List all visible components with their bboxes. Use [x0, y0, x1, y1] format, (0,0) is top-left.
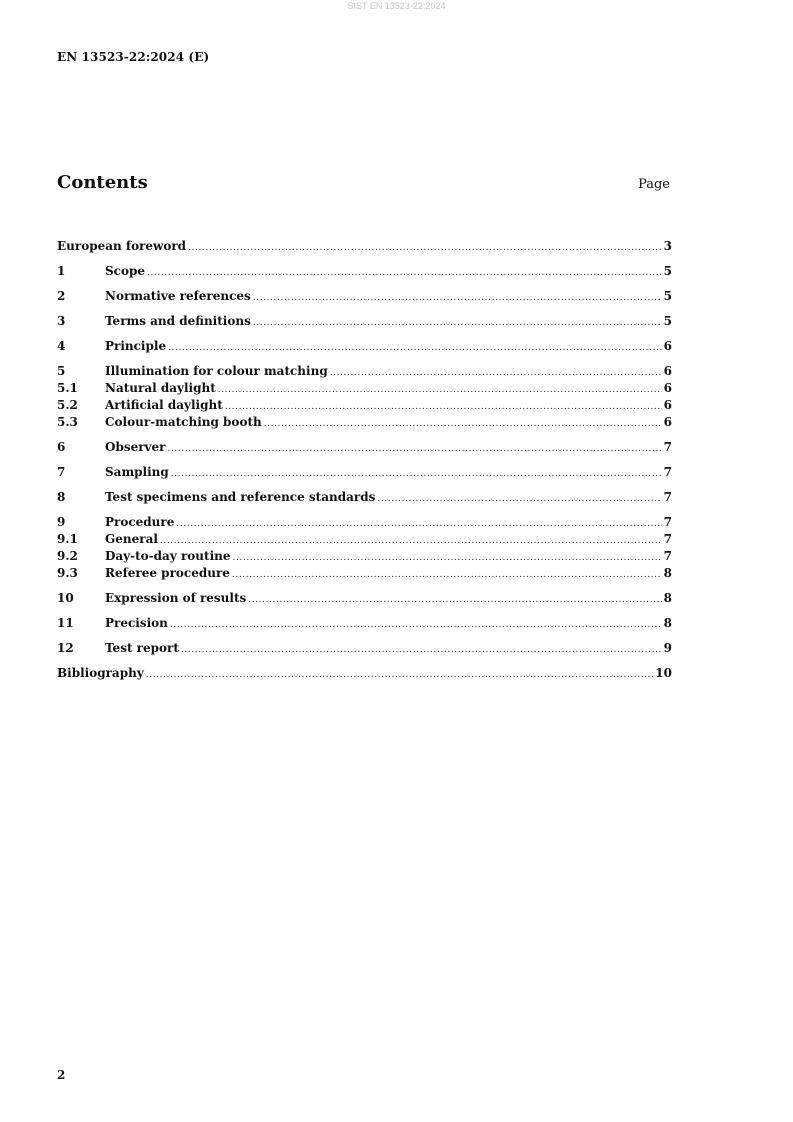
toc-entry-8[interactable]: [57, 489, 672, 506]
toc-entry-page: 5: [663, 289, 672, 303]
toc-entry-page: 9: [663, 641, 672, 655]
toc-entry-title: Terms and definitions: [105, 314, 251, 328]
toc-leader: [377, 491, 661, 508]
toc-entry-page: 8: [663, 591, 672, 605]
toc-leader: [232, 567, 662, 584]
toc-leader: [181, 642, 662, 659]
toc-leader: [225, 399, 662, 416]
toc-entry-2[interactable]: [57, 288, 672, 305]
toc-entry-number: 10: [57, 591, 74, 605]
toc-entry-title: Procedure: [105, 515, 175, 529]
table-of-contents: [57, 238, 672, 682]
toc-entry-page: 8: [663, 616, 672, 630]
toc-entry-number: 7: [57, 465, 66, 479]
toc-leader: [253, 315, 662, 332]
toc-leader: [188, 240, 662, 257]
toc-entry-page: 7: [663, 465, 672, 479]
toc-entry-9-3[interactable]: [57, 565, 672, 582]
toc-entry-title: Precision: [105, 616, 168, 630]
toc-leader: [248, 592, 661, 609]
toc-entry-number: 12: [57, 641, 74, 655]
toc-entry-bibliography[interactable]: [57, 665, 672, 682]
toc-entry-page: 7: [663, 490, 672, 504]
toc-entry-page: 7: [663, 440, 672, 454]
toc-entry-title: Test report: [105, 641, 179, 655]
toc-entry-number: 9.2: [57, 549, 78, 563]
toc-entry-page: 7: [663, 549, 672, 563]
toc-leader: [233, 550, 662, 567]
toc-leader: [168, 340, 662, 357]
toc-entry-title: Illumination for colour matching: [105, 364, 328, 378]
toc-leader: [176, 516, 661, 533]
toc-leader: [170, 617, 662, 634]
watermark: SIST EN 13523-22:2024: [347, 1, 446, 11]
toc-entry-page: 7: [663, 515, 672, 529]
toc-entry-number: 8: [57, 490, 66, 504]
toc-entry-page: 6: [663, 339, 672, 353]
page-number: 2: [57, 1068, 66, 1082]
document-id: EN 13523-22:2024 (E): [57, 50, 210, 64]
toc-entry-title: Referee procedure: [105, 566, 230, 580]
toc-entry-number: 5.1: [57, 381, 78, 395]
toc-entry-number: 5: [57, 364, 66, 378]
toc-entry-title: Natural daylight: [105, 381, 216, 395]
toc-entry-title: Artificial daylight: [105, 398, 223, 412]
toc-entry-9-2[interactable]: [57, 548, 672, 565]
toc-entry-12[interactable]: [57, 640, 672, 657]
toc-entry-page: 8: [663, 566, 672, 580]
toc-entry-10[interactable]: [57, 590, 672, 607]
toc-entry-title: General: [105, 532, 158, 546]
toc-entry-title: Bibliography: [57, 666, 144, 680]
toc-entry-5[interactable]: [57, 363, 672, 380]
toc-entry-title: Sampling: [105, 465, 169, 479]
toc-entry-title: Test specimens and reference standards: [105, 490, 376, 504]
toc-entry-page: 5: [663, 314, 672, 328]
toc-entry-9-1[interactable]: [57, 531, 672, 548]
contents-title: Contents: [57, 172, 148, 193]
toc-entry-9[interactable]: [57, 514, 672, 531]
toc-entry-4[interactable]: [57, 338, 672, 355]
toc-leader: [253, 290, 662, 307]
toc-entry-number: 5.3: [57, 415, 78, 429]
toc-entry-number: 11: [57, 616, 74, 630]
toc-entry-page: 3: [663, 239, 672, 253]
toc-entry-number: 4: [57, 339, 66, 353]
toc-leader: [218, 382, 662, 399]
toc-entry-number: 2: [57, 289, 66, 303]
toc-entry-6[interactable]: [57, 439, 672, 456]
toc-entry-page: 6: [663, 398, 672, 412]
toc-entry-page: 7: [663, 532, 672, 546]
toc-leader: [171, 466, 662, 483]
toc-entry-page: 6: [663, 364, 672, 378]
toc-entry-number: 3: [57, 314, 66, 328]
toc-leader: [168, 441, 662, 458]
toc-entry-11[interactable]: [57, 615, 672, 632]
toc-entry-page: 6: [663, 415, 672, 429]
toc-leader: [146, 667, 654, 684]
toc-entry-page: 6: [663, 381, 672, 395]
toc-entry-page: 10: [655, 666, 672, 680]
toc-entry-title: European foreword: [57, 239, 187, 253]
toc-entry-title: Scope: [105, 264, 146, 278]
toc-entry-5-2[interactable]: [57, 397, 672, 414]
toc-entry-page: 5: [663, 264, 672, 278]
toc-leader: [160, 533, 662, 550]
toc-entry-title: Observer: [105, 440, 166, 454]
toc-entry-5-1[interactable]: [57, 380, 672, 397]
toc-entry-number: 9: [57, 515, 66, 529]
toc-entry-5-3[interactable]: [57, 414, 672, 431]
toc-leader: [264, 416, 662, 433]
toc-entry-number: 6: [57, 440, 66, 454]
toc-entry-number: 9.3: [57, 566, 78, 580]
toc-entry-title: Normative references: [105, 289, 251, 303]
toc-entry-3[interactable]: [57, 313, 672, 330]
toc-leader: [330, 365, 662, 382]
toc-entry-title: Expression of results: [105, 591, 247, 605]
page-column-label: Page: [638, 177, 670, 192]
toc-entry-number: 1: [57, 264, 66, 278]
toc-entry-title: Day-to-day routine: [105, 549, 231, 563]
toc-leader: [147, 265, 662, 282]
toc-entry-title: Colour-matching booth: [105, 415, 262, 429]
toc-entry-title: Principle: [105, 339, 167, 353]
toc-entry-number: 9.1: [57, 532, 78, 546]
toc-entry-1[interactable]: [57, 263, 672, 280]
toc-entry-number: 5.2: [57, 398, 78, 412]
toc-entry-foreword[interactable]: [57, 238, 672, 255]
toc-entry-7[interactable]: [57, 464, 672, 481]
